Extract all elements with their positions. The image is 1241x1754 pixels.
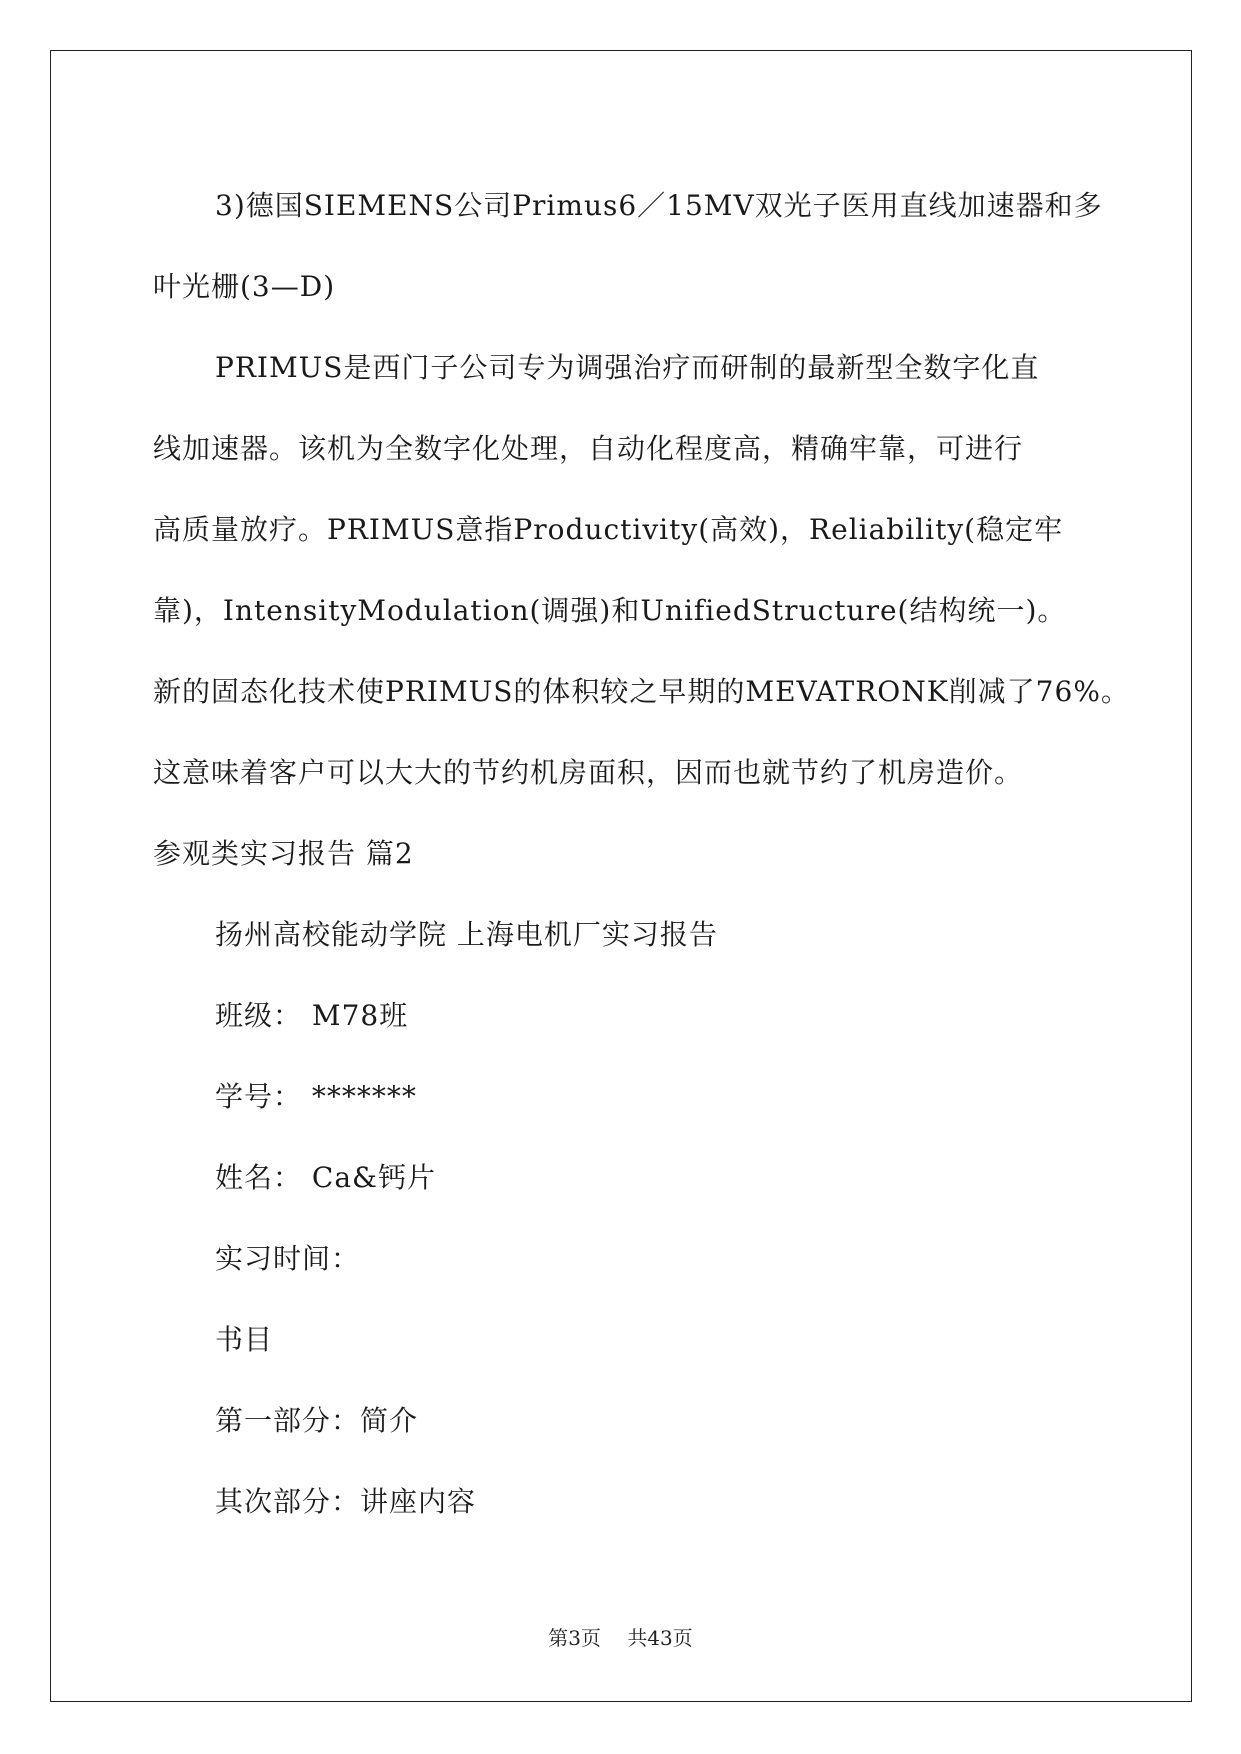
paragraph-line: 靠)，IntensityModulation(调强)和UnifiedStructure(结构统一)。: [153, 594, 1067, 627]
name-label: 姓名：: [215, 1161, 303, 1194]
paragraph-line: 叶光栅(3—D): [153, 270, 336, 303]
name-value: Ca&钙片: [311, 1161, 436, 1194]
section-heading: 参观类实习报告 篇2: [153, 837, 414, 870]
paragraph-line: 新的固态化技术使PRIMUS的体积较之早期的MEVATRONK削减了76%。: [153, 675, 1130, 708]
name-field: [153, 1137, 1098, 1218]
class-value: M78班: [311, 999, 409, 1032]
class-field: [153, 975, 1098, 1056]
page-number: 第3页: [548, 1626, 601, 1650]
toc-item: 第一部分：简介: [215, 1404, 419, 1437]
toc-title: 书目: [215, 1323, 274, 1356]
student-id-field: [153, 1056, 1098, 1137]
student-id-label: 学号：: [215, 1080, 303, 1113]
paragraph-line: 高质量放疗。PRIMUS意指Productivity(高效)，Reliability(稳定牢: [153, 513, 1064, 546]
document-body: [153, 165, 1130, 1542]
paragraph-line: 线加速器。该机为全数字化处理，自动化程度高，精确牢靠，可进行: [153, 432, 1024, 465]
paragraph-line: 3)德国SIEMENS公司Primus6／15MV双光子医用直线加速器和多: [215, 189, 1103, 222]
paragraph-line: 这意味着客户可以大大的节约机房面积，因而也就节约了机房造价。: [153, 756, 1024, 789]
report-title: 扬州高校能动学院 上海电机厂实习报告: [215, 918, 718, 951]
class-label: 班级：: [215, 999, 303, 1032]
page-total: 共43页: [627, 1626, 693, 1650]
student-id-value: *******: [311, 1080, 417, 1113]
paragraph-line: PRIMUS是西门子公司专为调强治疗而研制的最新型全数字化直: [215, 351, 1040, 384]
internship-time-field: 实习时间：: [215, 1242, 361, 1275]
toc-item: 其次部分：讲座内容: [215, 1485, 477, 1518]
page-footer: [0, 1622, 1241, 1651]
